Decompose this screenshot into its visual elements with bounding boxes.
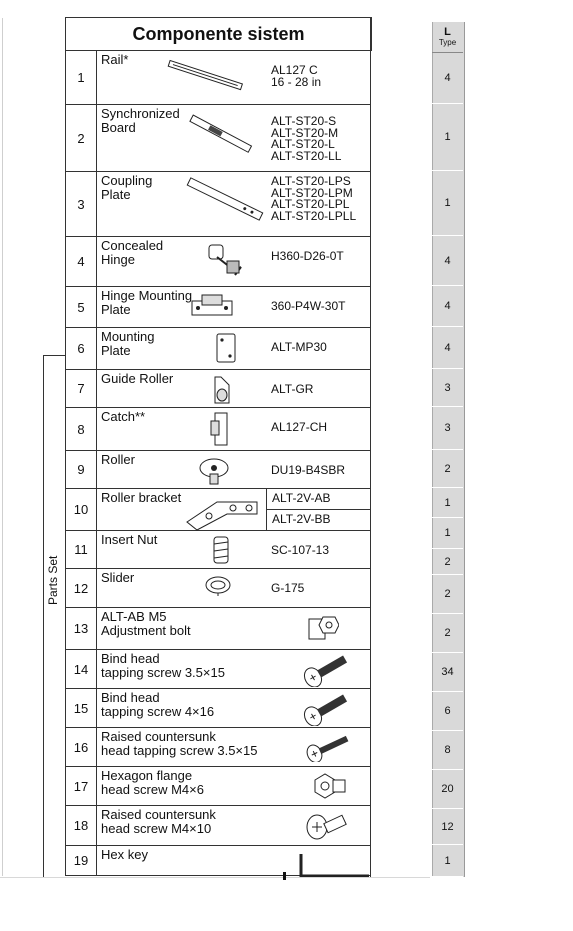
table-row [65,806,371,846]
table-row [65,689,371,728]
item-name: Bind head tapping screw 4×16 [101,690,215,719]
item-code: G-175 [271,581,305,595]
roller-icon [197,454,231,493]
slider-icon [203,575,233,602]
parts-set-label: Parts Set [46,555,60,605]
item-number: 5 [65,287,97,327]
item-code: ALT-2V-BB [272,512,331,526]
item-code: H360-D26-0T [271,249,344,263]
item-name: Hinge Mounting Plate [101,288,193,317]
table-row [65,51,371,105]
item-name: Guide Roller [101,371,174,386]
hinge-mounting-plate-icon [188,291,236,326]
item-code: DU19-B4SBR [271,463,346,477]
table-row [65,728,371,767]
item-number: 3 [65,172,97,236]
item-number: 11 [65,531,97,568]
item-code: AL127-CH [271,420,328,434]
type-quantity: 8 [432,731,463,770]
item-number: 6 [65,328,97,369]
screw-icon [301,653,351,692]
coupling-plate-icon [185,177,265,227]
item-number: 19 [65,846,97,875]
table-row [65,489,371,531]
type-quantity: 1 [432,488,463,518]
table-row [65,767,371,806]
item-code: ALT-GR [271,382,314,396]
table-row [65,846,371,876]
table-row [65,287,371,328]
item-number: 10 [65,489,97,530]
components-table [65,50,371,868]
type-quantity: 2 [432,614,463,653]
item-name: Coupling Plate [101,173,153,202]
item-number: 17 [65,767,97,805]
item-number: 7 [65,370,97,407]
item-number: 13 [65,608,97,649]
table-row [65,105,371,172]
item-number: 16 [65,728,97,766]
parts-set-bracket [43,355,44,877]
table-row [65,569,371,608]
table-row [65,237,371,287]
item-number: 15 [65,689,97,727]
item-name: Slider [101,570,135,585]
table-row [65,650,371,689]
type-column-border [464,22,465,877]
item-number: 9 [65,451,97,488]
table-row [65,451,371,489]
type-quantity: 1 [432,104,463,171]
item-name: Hexagon flange head screw M4×6 [101,768,204,797]
item-name: ALT-AB M5 Adjustment bolt [101,609,191,638]
type-quantity: 2 [432,549,463,575]
screw-icon [301,692,351,731]
guide-roller-icon [211,373,233,412]
table-row [65,328,371,370]
type-quantity: 20 [432,770,463,809]
item-name: Roller bracket [101,490,182,505]
item-number: 4 [65,237,97,286]
item-name: Concealed Hinge [101,238,164,267]
item-code: ALT-2V-AB [272,491,331,505]
item-name: Roller [101,452,135,467]
code-cell [266,510,371,531]
type-quantity: 12 [432,809,463,845]
insert-nut-icon [211,534,231,571]
hex-key-icon [297,850,373,885]
type-quantity: 2 [432,450,463,488]
type-quantity: 3 [432,369,463,407]
rail-icon [165,56,245,101]
item-name: Raised countersunk head screw M4×10 [101,807,216,836]
item-number: 2 [65,105,97,171]
item-name: Insert Nut [101,532,158,547]
type-quantity: 1 [432,518,463,549]
type-quantity: 4 [432,52,463,104]
item-number: 18 [65,806,97,845]
type-quantity: 34 [432,653,463,692]
type-quantity: 4 [432,327,463,369]
type-quantity: 3 [432,407,463,450]
countersunk-screw-icon [305,732,353,767]
table-row [65,370,371,408]
countersunk-machine-screw-icon [305,809,349,848]
table-title: Componente sistem [65,17,372,51]
item-code: ALT-MP30 [271,340,327,354]
page-edge [2,18,3,876]
bottom-tick [283,872,286,880]
item-number: 1 [65,51,97,104]
table-row [65,608,371,650]
hex-flange-screw-icon [309,770,349,809]
item-code: ALT-ST20-LPS ALT-ST20-LPM ALT-ST20-LPL ALT-ST20-LPLL [271,174,357,223]
type-header [432,22,463,53]
item-name: Synchronized Board [101,106,180,135]
item-name: Raised countersunk head tapping screw 3.5×15 [101,729,258,758]
item-name: Catch** [101,409,146,424]
item-name: Mounting Plate [101,329,155,358]
table-row [65,408,371,451]
item-name: Rail* [101,52,129,67]
mounting-plate-icon [215,332,237,369]
type-word: Type [438,38,457,47]
type-letter: L [444,26,451,38]
item-number: 14 [65,650,97,688]
catch-icon [209,411,233,452]
item-code: AL127 C 16 - 28 in [271,63,322,89]
item-name: Bind head tapping screw 3.5×15 [101,651,225,680]
item-number: 8 [65,408,97,450]
table-row [65,531,371,569]
adjustment-bolt-icon [305,611,339,650]
type-quantity: 4 [432,236,463,286]
code-cell [266,489,371,510]
type-quantity: 6 [432,692,463,731]
item-code: 360-P4W-30T [271,299,346,313]
type-quantity: 1 [432,845,463,877]
type-quantity: 2 [432,575,463,614]
item-code: ALT-ST20-S ALT-ST20-M ALT-ST20-L ALT-ST20-LL [271,114,342,163]
parts-set-bracket-top [43,355,65,356]
item-code: SC-107-13 [271,543,330,557]
type-quantity: 1 [432,171,463,236]
hinge-icon [205,241,245,284]
table-row [65,172,371,237]
item-number: 12 [65,569,97,607]
bottom-rule [0,877,430,878]
synchronized-board-icon [185,110,255,165]
item-name: Hex key [101,847,148,862]
type-quantity: 4 [432,286,463,327]
